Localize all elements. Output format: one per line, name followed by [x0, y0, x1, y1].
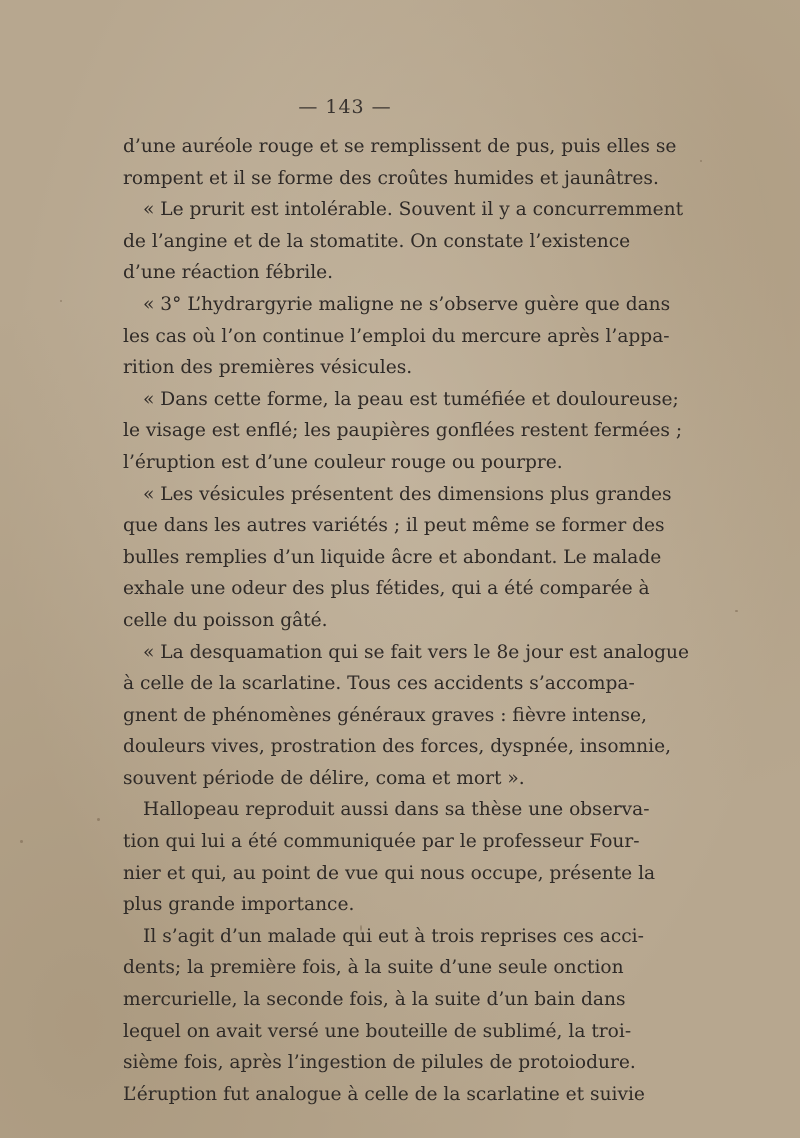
text-line: Hallopeau reproduit aussi dans sa thèse une observa-: [143, 799, 650, 821]
paper-speck: [700, 160, 702, 162]
text-line: « La desquamation qui se fait vers le 8e jour est analogue: [143, 641, 690, 663]
body-text: [123, 131, 690, 1110]
text-line: de l’angine et de la stomatite. On constate l’existence: [123, 230, 631, 252]
text-line: « Dans cette forme, la peau est tuméfiée et douloureuse;: [143, 388, 679, 410]
text-line: Il s’agit d’un malade qui eut à trois reprises ces acci-: [143, 925, 644, 947]
text-line: les cas où l’on continue l’emploi du mercure après l’appa-: [123, 325, 670, 347]
text-line: « Le prurit est intolérable. Souvent il y a concurremment: [143, 199, 684, 221]
text-line: gnent de phénomènes généraux graves : fièvre intense,: [123, 704, 647, 726]
paper-speck: [735, 610, 738, 612]
text-line: rition des premières vésicules.: [123, 357, 413, 379]
text-line: rompent et il se forme des croûtes humides et jaunâtres.: [123, 167, 659, 189]
text-line: « 3° L’hydrargyrie maligne ne s’observe guère que dans: [143, 293, 671, 315]
paper-speck: [97, 818, 100, 821]
text-line: mercurielle, la seconde fois, à la suite d’un bain dans: [123, 989, 626, 1011]
text-line: l’éruption est d’une couleur rouge ou pourpre.: [123, 451, 563, 473]
text-line: que dans les autres variétés ; il peut même se former des: [123, 515, 665, 537]
text-line: exhale une odeur des plus fétides, qui a été comparée à: [123, 578, 650, 600]
text-line: plus grande importance.: [123, 894, 355, 916]
text-line: nier et qui, au point de vue qui nous occupe, présente la: [123, 862, 656, 884]
text-line: L’éruption fut analogue à celle de la scarlatine et suivie: [123, 1083, 645, 1105]
text-line: d’une réaction fébrile.: [123, 262, 334, 284]
text-line: d’une auréole rouge et se remplissent de pus, puis elles se: [123, 136, 677, 157]
paper-speck: [20, 840, 23, 843]
text-line: sième fois, après l’ingestion de pilules de protoiodure.: [123, 1052, 636, 1074]
text-line: à celle de la scarlatine. Tous ces accidents s’accompa-: [123, 673, 635, 695]
page-number: — 143 —: [298, 96, 392, 118]
text-line: douleurs vives, prostration des forces, dyspnée, insomnie,: [123, 736, 672, 758]
paper-speck: [60, 300, 62, 302]
text-line: tion qui lui a été communiquée par le professeur Four-: [123, 831, 640, 853]
text-line: celle du poisson gâté.: [123, 609, 328, 631]
text-line: bulles remplies d’un liquide âcre et abondant. Le malade: [123, 546, 662, 568]
text-line: le visage est enflé; les paupières gonflées restent fermées ;: [123, 420, 683, 442]
text-line: dents; la première fois, à la suite d’une seule onction: [123, 957, 624, 979]
text-line: souvent période de délire, coma et mort ».: [123, 767, 525, 789]
text-line: lequel on avait versé une bouteille de sublimé, la troi-: [123, 1020, 632, 1042]
text-line: « Les vésicules présentent des dimensions plus grandes: [143, 483, 672, 505]
